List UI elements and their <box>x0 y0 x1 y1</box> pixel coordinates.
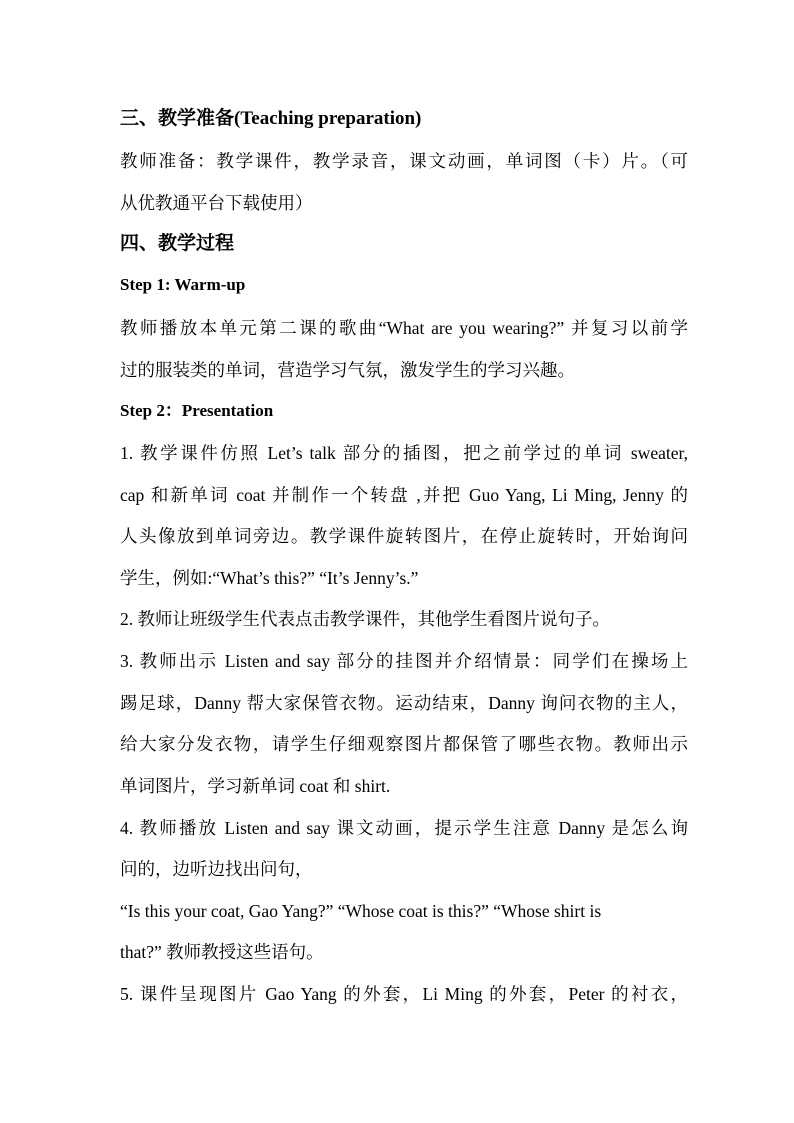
section-heading-preparation: 三、教学准备(Teaching preparation) <box>120 108 422 129</box>
paragraph-line: 5. 课件呈现图片 Gao Yang 的外套，Li Ming 的外套，Peter 的衬衣， <box>120 984 688 1004</box>
step-heading-warm-up: Step 1: Warm-up <box>120 275 246 294</box>
paragraph-line: 3. 教师出示 Listen and say 部分的挂图并介绍情景：同学们在操场上 <box>120 651 688 671</box>
paragraph-line: 4. 教师播放 Listen and say 课文动画，提示学生注意 Danny 是怎么询 <box>120 818 688 838</box>
paragraph-line: 教师播放本单元第二课的歌曲“What are you wearing?” 并复习以前学 <box>120 318 688 338</box>
paragraph-line: that?” 教师教授这些语句。 <box>120 942 324 962</box>
paragraph-line: 踢足球，Danny 帮大家保管衣物。运动结束，Danny 询问衣物的主人， <box>120 693 688 713</box>
paragraph-line: 2. 教师让班级学生代表点击教学课件，其他学生看图片说句子。 <box>120 609 610 629</box>
paragraph-line: 问的，边听边找出问句， <box>120 859 313 879</box>
paragraph-line: 人头像放到单词旁边。教学课件旋转图片，在停止旋转时，开始询问 <box>120 526 688 546</box>
paragraph-line: 1. 教学课件仿照 Let’s talk 部分的插图，把之前学过的单词 sweater, <box>120 443 688 463</box>
paragraph-line: 过的服装类的单词，营造学习气氛，激发学生的学习兴趣。 <box>120 360 575 380</box>
paragraph-line: 给大家分发衣物，请学生仔细观察图片都保管了哪些衣物。教师出示 <box>120 734 688 754</box>
paragraph-line: cap 和新单词 coat 并制作一个转盘 ,并把 Guo Yang, Li Ming, Jenny 的 <box>120 485 688 505</box>
paragraph-line: “Is this your coat, Gao Yang?” “Whose coat is this?” “Whose shirt is <box>120 901 602 921</box>
paragraph-line: 从优教通平台下载使用） <box>120 193 313 213</box>
document-page <box>120 0 688 1123</box>
paragraph-line: 学生，例如:“What’s this?” “It’s Jenny’s.” <box>120 568 419 588</box>
paragraph-line: 单词图片，学习新单词 coat 和 shirt. <box>120 776 391 796</box>
paragraph-line: 教师准备：教学课件，教学录音，课文动画，单词图（卡）片。（可 <box>120 151 688 171</box>
section-heading-process: 四、教学过程 <box>120 233 235 254</box>
step-heading-presentation: Step 2：Presentation <box>120 401 274 420</box>
